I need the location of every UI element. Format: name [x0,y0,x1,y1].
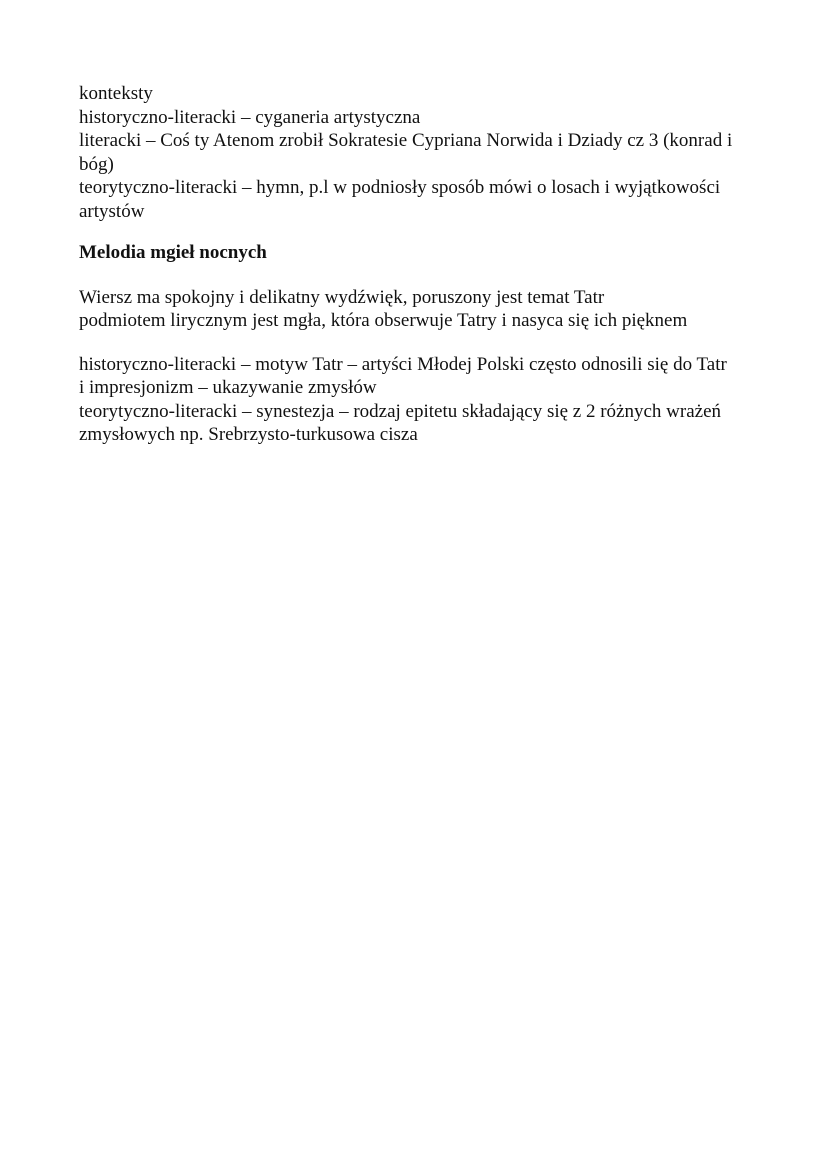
text-line: Wiersz ma spokojny i delikatny wydźwięk, poruszony jest temat Tatr [79,286,605,308]
text-line: teorytyczno-literacki – hymn, p.l w podniosły sposób mówi o losach i wyjątkowości [79,177,721,198]
text-line: konteksty [79,83,153,104]
text-line: bóg) [79,153,114,175]
text-line: artystów [79,200,145,222]
text-line: podmiotem lirycznym jest mgła, która obserwuje Tatry i nasyca się ich pięknem [79,310,688,331]
paragraph-gap [79,265,759,286]
text-line: zmysłowych np. Srebrzysto-turkusowa cisza [79,424,418,445]
text-line: literacki – Coś ty Atenom zrobił Sokratesie Cypriana Norwida i Dziady cz 3 (konrad i [79,130,733,151]
text-line: historyczno-literacki – motyw Tatr – artyści Młodej Polski często odnosili się do Tatr [79,353,727,375]
section-title: Melodia mgieł nocnych [79,242,267,263]
text-line: historyczno-literacki – cyganeria artystyczna [79,106,421,128]
text-line: i impresjonizm – ukazywanie zmysłów [79,377,377,398]
text-line: teorytyczno-literacki – synestezja – rodzaj epitetu składający się z 2 różnych wrażeń [79,400,722,422]
document-content [79,82,759,447]
contexts-block [79,353,759,447]
context-block [79,82,759,223]
description-block [79,286,759,333]
paragraph-gap [79,333,759,353]
paragraph-gap [79,223,759,241]
